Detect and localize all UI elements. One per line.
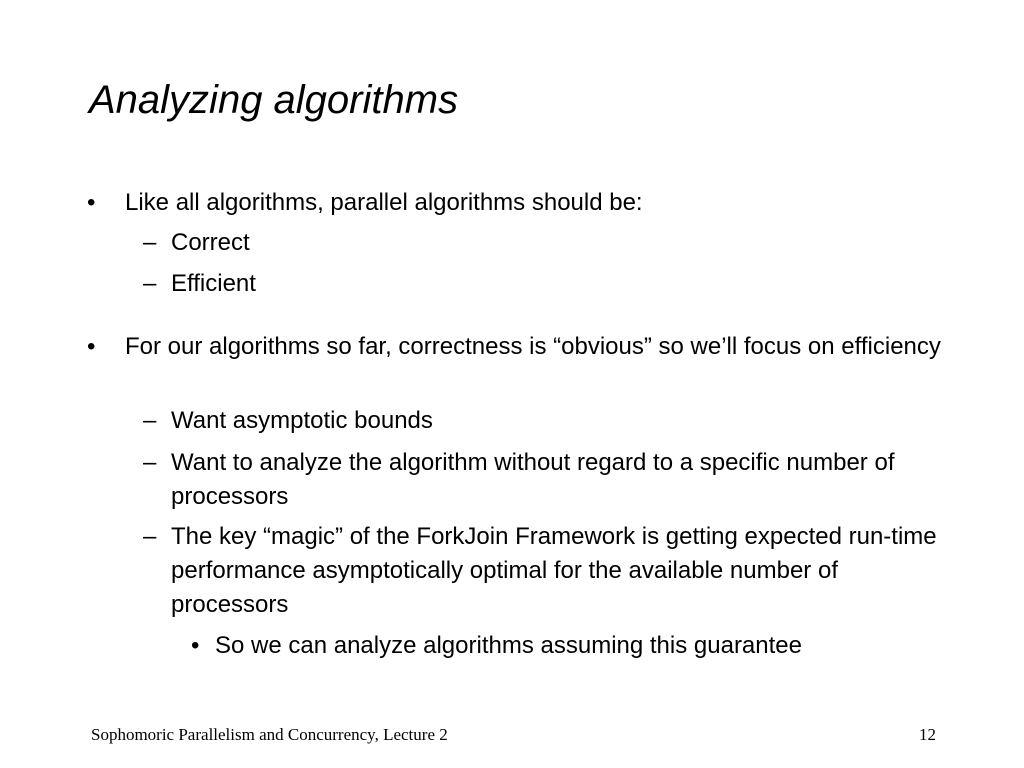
page-number: 12 [919,725,936,744]
sub-bullet-item [143,446,921,514]
sub-sub-bullet-item [191,629,975,663]
dash-marker: – [143,523,157,550]
bullet-marker: • [191,632,200,659]
sub-bullet-item [143,520,961,622]
sub-bullet-text: Want to analyze the algorithm without regard to a specific number of processors [171,449,895,510]
dash-marker: – [143,449,157,476]
sub-bullet-text: Efficient [171,270,256,297]
footer-course-title: Sophomoric Parallelism and Concurrency, Lecture 2 [91,725,448,744]
sub-sub-bullet-text: So we can analyze algorithms assuming this guarantee [215,632,802,659]
sub-bullet-text: The key “magic” of the ForkJoin Framework is getting expected run-time performance asymptotically optimal for the available number of processors [171,523,937,618]
bullet-text: Like all algorithms, parallel algorithms should be: [125,189,643,216]
slide-title: Analyzing algorithms [89,78,459,122]
sub-bullet-item [143,404,961,438]
sub-bullet-item [143,267,961,301]
sub-bullet-item [143,226,961,260]
bullet-item [87,186,955,220]
bullet-marker: • [87,333,96,360]
bullet-marker: • [87,189,96,216]
dash-marker: – [143,407,157,434]
dash-marker: – [143,270,157,297]
sub-bullet-text: Correct [171,229,250,256]
dash-marker: – [143,229,157,256]
sub-bullet-text: Want asymptotic bounds [171,407,433,434]
bullet-text: For our algorithms so far, correctness is “obvious” so we’ll focus on efficiency [125,333,941,360]
bullet-item [87,330,955,364]
